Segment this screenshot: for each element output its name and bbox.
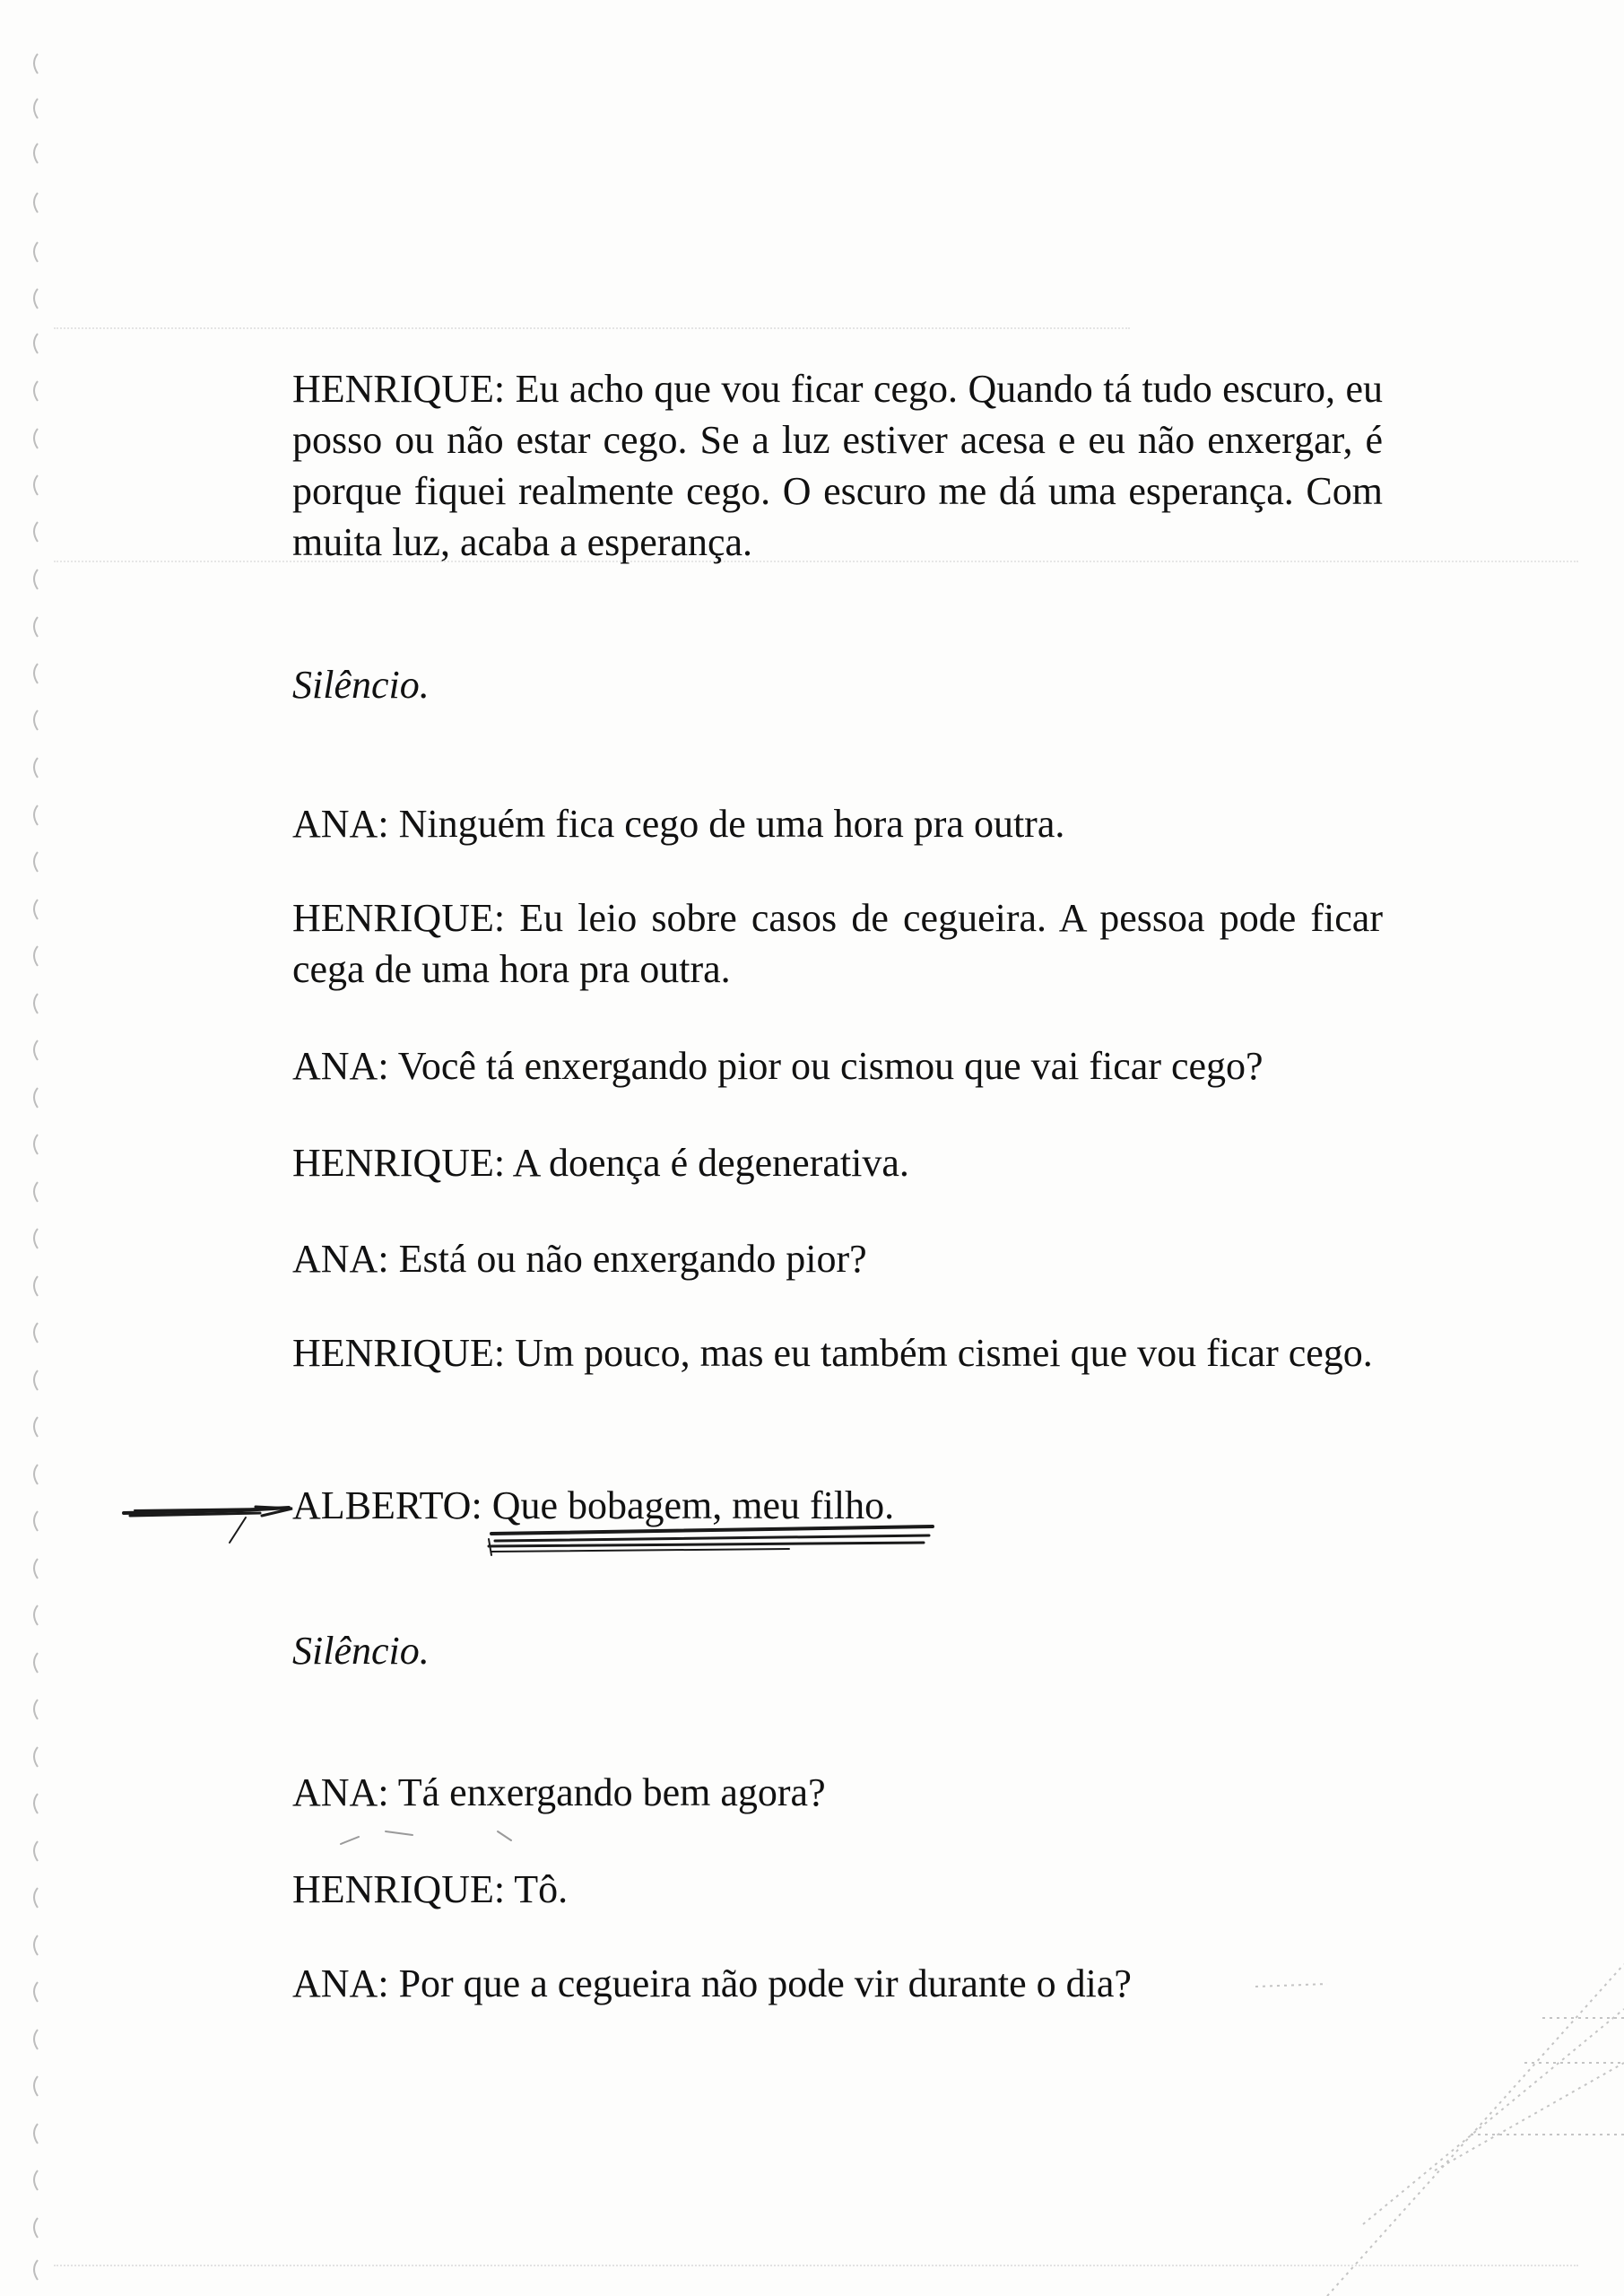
speaker-name: HENRIQUE	[292, 1867, 494, 1911]
speaker-name: HENRIQUE	[292, 896, 494, 940]
speaker-name: ANA	[292, 802, 378, 846]
dialogue-henrique-2: HENRIQUE: Eu leio sobre casos de cegueira. A pessoa pode ficar cega de uma hora pra outra.	[292, 896, 1383, 991]
dialogue-text: Por que a cegueira não pode vir durante o dia?	[398, 1961, 1132, 2005]
dialogue-text: Que bobagem, meu filho.	[491, 1483, 895, 1527]
speaker-name: ANA	[292, 1237, 378, 1281]
pen-arrow-mark	[124, 1507, 292, 1543]
dialogue-henrique-5: HENRIQUE: Tô.	[292, 1867, 569, 1911]
speaker-name: ANA	[292, 1044, 378, 1088]
pencil-tick-marks	[341, 1831, 511, 1844]
dialogue-ana-2: ANA: Você tá enxergando pior ou cismou que vai ficar cego?	[292, 1044, 1264, 1088]
binding-hole-marks	[20, 36, 56, 2278]
dialogue-text: Você tá enxergando pior ou cismou que vai ficar cego?	[397, 1044, 1264, 1088]
stage-direction-text: Silêncio.	[292, 663, 430, 707]
dialogue-ana-3: ANA: Está ou não enxergando pior?	[292, 1237, 867, 1281]
stage-direction-text: Silêncio.	[292, 1629, 430, 1673]
dialogue-ana-4: ANA: Tá enxergando bem agora?	[292, 1770, 826, 1814]
dialogue-text: Eu acho que vou ficar cego. Quando tá tudo escuro, eu posso ou não estar cego. Se a luz estiver acesa e eu não enxergar, é porque fiquei realmente cego. O escuro me dá uma esperança. Com muita luz, acaba a esperança.	[292, 367, 1383, 564]
scan-speckle-line	[54, 2265, 1578, 2266]
scan-corner-artifact	[1255, 1964, 1624, 2296]
scan-speckle-line	[54, 327, 1130, 329]
speaker-name: HENRIQUE	[292, 1331, 494, 1375]
dialogue-text: Tá enxergando bem agora?	[397, 1770, 826, 1814]
dialogue-henrique-3: HENRIQUE: A doença é degenerativa.	[292, 1141, 909, 1185]
speaker-name: ANA	[292, 1770, 378, 1814]
stage-direction	[292, 1625, 1383, 1676]
speaker-name: ALBERTO	[292, 1483, 472, 1527]
dialogue-text: Um pouco, mas eu também cismei que vou ficar cego.	[515, 1331, 1373, 1375]
dialogue-henrique-1: HENRIQUE: Eu acho que vou ficar cego. Quando tá tudo escuro, eu posso ou não estar cego. Se a luz estiver acesa e eu não enxergar, é porque fiquei realmente cego. O escuro me dá uma esperança. Com muita luz, acaba a esperança.	[292, 367, 1383, 564]
dialogue-text: Tô.	[514, 1867, 569, 1911]
dialogue-alberto-1: ALBERTO: Que bobagem, meu filho.	[292, 1483, 895, 1527]
dialogue-text: A doença é degenerativa.	[512, 1141, 909, 1185]
speaker-name: HENRIQUE	[292, 367, 494, 411]
stage-direction	[292, 659, 1383, 710]
dialogue-text: Eu leio sobre casos de cegueira. A pessoa pode ficar cega de uma hora pra outra.	[292, 896, 1383, 991]
speaker-name: ANA	[292, 1961, 378, 2005]
speaker-name: HENRIQUE	[292, 1141, 494, 1185]
dialogue-henrique-4: HENRIQUE: Um pouco, mas eu também cismei que vou ficar cego.	[292, 1331, 1373, 1375]
dialogue-text: Está ou não enxergando pior?	[398, 1237, 867, 1281]
dialogue-ana-1: ANA: Ninguém fica cego de uma hora pra outra.	[292, 802, 1065, 846]
dialogue-text: Ninguém fica cego de uma hora pra outra.	[398, 802, 1065, 846]
dialogue-ana-5: ANA: Por que a cegueira não pode vir durante o dia?	[292, 1961, 1132, 2005]
